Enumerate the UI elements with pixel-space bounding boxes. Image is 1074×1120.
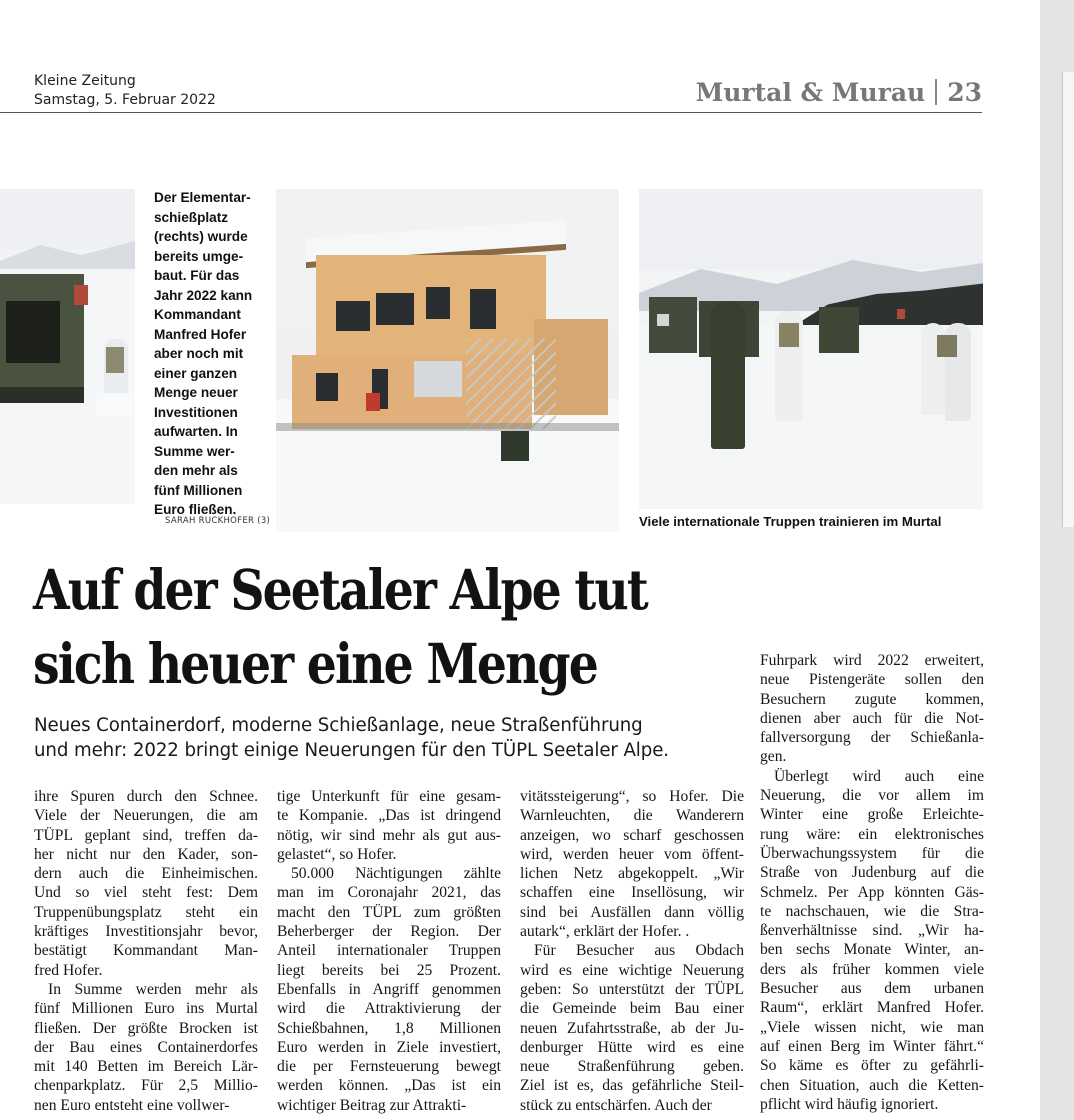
article-column-1 xyxy=(34,787,258,1115)
photo-troops xyxy=(639,189,983,509)
section-separator xyxy=(935,79,937,105)
article-line: sind bei Ausfällen dann völlig xyxy=(520,903,744,921)
article-line: Truppenübungsplatz steht ein xyxy=(34,903,258,921)
article-line: vitätssteigerung“, so Hofer. Die xyxy=(520,788,744,805)
article-line: wichtiger Beitrag zur Attrakti- xyxy=(277,1096,467,1114)
article-line: te Kompanie. „Das ist dringend xyxy=(277,807,501,825)
article-line: fred Hofer. xyxy=(34,961,103,979)
article-line: ihre Spuren durch den Schnee. xyxy=(34,788,258,805)
article-line: stück zu entschärfen. Auch der xyxy=(520,1096,712,1114)
article-line: Und so viel steht fest: Dem xyxy=(34,884,258,902)
subheadline-line-1: Neues Containerdorf, moderne Schießanlage, neue Straßenführung xyxy=(34,715,643,736)
photo-armored-vehicle xyxy=(0,189,135,504)
article-line: kräftiges Investitionsjahr bevor, xyxy=(34,923,258,941)
headline-line-2: sich heuer eine Menge xyxy=(33,631,597,696)
article-line: Schießbahnen, 1,8 Millionen xyxy=(277,1019,501,1037)
headline-line-1: Auf der Seetaler Alpe tut xyxy=(33,557,647,622)
article-line: Für Besucher aus Obdach xyxy=(534,942,744,960)
article-line: Ziel ist es, das gefährliche Steil- xyxy=(520,1077,744,1095)
article-line: neuen Zufahrtsstraße, ab der Ju- xyxy=(520,1019,744,1037)
article-line: „Viele wissen nicht, wie man xyxy=(760,1018,984,1036)
article-line: geben: So unterstützt der TÜPL xyxy=(520,980,744,998)
article-line: ßenverhältnisse sind. „Wir ha- xyxy=(760,922,984,940)
article-line: bestätigt Kommandant Man- xyxy=(34,942,258,960)
article-line: Besuchern zugute kommen, xyxy=(760,690,984,708)
article-line: ders als früher kommen viele xyxy=(760,960,984,978)
article-line: fallversorgung der Schießanla- xyxy=(760,729,984,747)
issue-date: Samstag, 5. Februar 2022 xyxy=(34,92,216,108)
article-line: die Gemeinde beim Bau einer xyxy=(520,1000,744,1018)
scroll-tab[interactable] xyxy=(1062,72,1074,527)
paper-name: Kleine Zeitung xyxy=(34,73,136,89)
article-line: chen Situation, auch die Ketten- xyxy=(760,1076,984,1094)
article-line: Winter eine große Erleichte- xyxy=(760,806,984,824)
article-line: neue Pistengeräte sollen den xyxy=(760,671,984,689)
header-rule xyxy=(0,112,982,113)
article-line: macht den TÜPL zum größten xyxy=(277,903,501,921)
page-number: 23 xyxy=(947,78,982,107)
article-line: neue Straßenführung geben. xyxy=(520,1058,744,1076)
article-line: ben sechs Monate Winter, an- xyxy=(760,941,984,959)
article-line: her nicht nur den Kader, son- xyxy=(34,845,258,863)
article-line: Ebenfalls in Angriff genommen xyxy=(277,980,501,998)
article-line: tige Unterkunft für eine gesam- xyxy=(277,788,501,805)
article-line: man im Coronajahr 2021, das xyxy=(277,884,501,902)
article-line: Fuhrpark wird 2022 erweitert, xyxy=(760,652,984,669)
photo-caption: Der Elementar- schießplatz (rechts) wurde bereits umge- baut. Für das Jahr 2022 kann Kommandant Manfred Hofer aber noch mit einer ganzen Menge neuer Investitionen aufwarten. In Summe wer- den mehr als fünf Millionen Euro fließen. xyxy=(154,190,253,517)
article-line: denburger Hütte wird es eine xyxy=(520,1038,744,1056)
article-line: Beherberger der Region. Der xyxy=(277,923,501,941)
subheadline xyxy=(34,713,794,763)
article-line: fünf Millionen Euro ins Murtal xyxy=(34,1000,258,1018)
article-line: mit 140 Betten im Bereich Lär- xyxy=(34,1058,258,1076)
article-column-3 xyxy=(520,787,744,1115)
article-line: TÜPL geplant sind, treffen da- xyxy=(34,826,258,844)
article-line: wird es eine wichtige Neuerung xyxy=(520,961,744,979)
article-line: der Bau eines Containerdorfes xyxy=(34,1038,258,1056)
article-line: die per Fernsteuerung bewegt xyxy=(277,1058,501,1076)
article-column-4 xyxy=(760,651,984,1114)
article-line: So käme es öfter zu gefährli- xyxy=(760,1057,984,1075)
article-line: Neuerung, die vor allem im xyxy=(760,787,984,805)
article-line: wird die Attraktivierung der xyxy=(277,1000,501,1018)
headline xyxy=(33,553,652,701)
article-line: rung wäre: ein elektronisches xyxy=(760,825,984,843)
article-line: dienen aber auch für die Not- xyxy=(760,709,984,727)
article-line: Euro werden in Ziele investiert, xyxy=(277,1038,501,1056)
article-line: chenparkplatz. Für 2,5 Millio- xyxy=(34,1077,258,1095)
article-line: 50.000 Nächtigungen zählte xyxy=(291,865,501,883)
article-line: pflicht wird häufig ignoriert. xyxy=(760,1095,939,1113)
article-line: gelastet“, so Hofer. xyxy=(277,845,397,863)
article-line: Anteil internationaler Truppen xyxy=(277,942,501,960)
article-line: fließen. Der größte Brocken ist xyxy=(34,1019,258,1037)
masthead xyxy=(34,72,216,110)
photo-credit: SARAH RUCKHOFER (3) xyxy=(165,516,271,526)
article-line: lichen Netz abgekoppelt. „Wir xyxy=(520,865,744,883)
article-line: wird, werden heuer vom öffent- xyxy=(520,845,744,863)
section-title: Murtal & Murau xyxy=(695,78,926,107)
section-header xyxy=(696,78,982,107)
article-line: liegt bereits bei 25 Prozent. xyxy=(277,961,501,979)
article-line: Überwachungssystem für die xyxy=(760,844,984,862)
article-line: auf einen Berg im Winter fährt.“ xyxy=(760,1037,984,1055)
article-line: In Summe werden mehr als xyxy=(48,980,258,998)
article-line: nötig, wir sind mehr als gut aus- xyxy=(277,826,501,844)
article-line: te nachschauen, wie die Stra- xyxy=(760,902,984,920)
article-line: schaffen eine Insellösung, wir xyxy=(520,884,744,902)
article-line: gen. xyxy=(760,748,787,766)
photo-range-building xyxy=(276,189,619,532)
article-column-2 xyxy=(277,787,501,1115)
subheadline-line-2: und mehr: 2022 bringt einige Neuerungen für den TÜPL Seetaler Alpe. xyxy=(34,740,669,761)
article-line: Warnleuchten, die Wanderern xyxy=(520,807,744,825)
photo-caption-right: Viele internationale Truppen trainieren im Murtal xyxy=(639,514,942,529)
article-line: Schmelz. Per App könnten Gäs- xyxy=(760,883,984,901)
article-line: Überlegt wird auch eine xyxy=(774,767,984,785)
article-line: Straße von Judenburg auf die xyxy=(760,864,984,882)
article-line: nen Euro entsteht eine vollwer- xyxy=(34,1096,230,1114)
article-line: anzeigen, wo scharf geschossen xyxy=(520,826,744,844)
article-line: autark“, erklärt der Hofer. . xyxy=(520,923,690,941)
article-line: Besucher aus dem urbanen xyxy=(760,980,984,998)
article-line: werden können. „Das ist ein xyxy=(277,1077,501,1095)
article-line: Raum“, erklärt Manfred Hofer. xyxy=(760,999,984,1017)
article-line: Viele der Neuerungen, die am xyxy=(34,807,258,825)
article-line: dern auch die Einheimischen. xyxy=(34,865,258,883)
